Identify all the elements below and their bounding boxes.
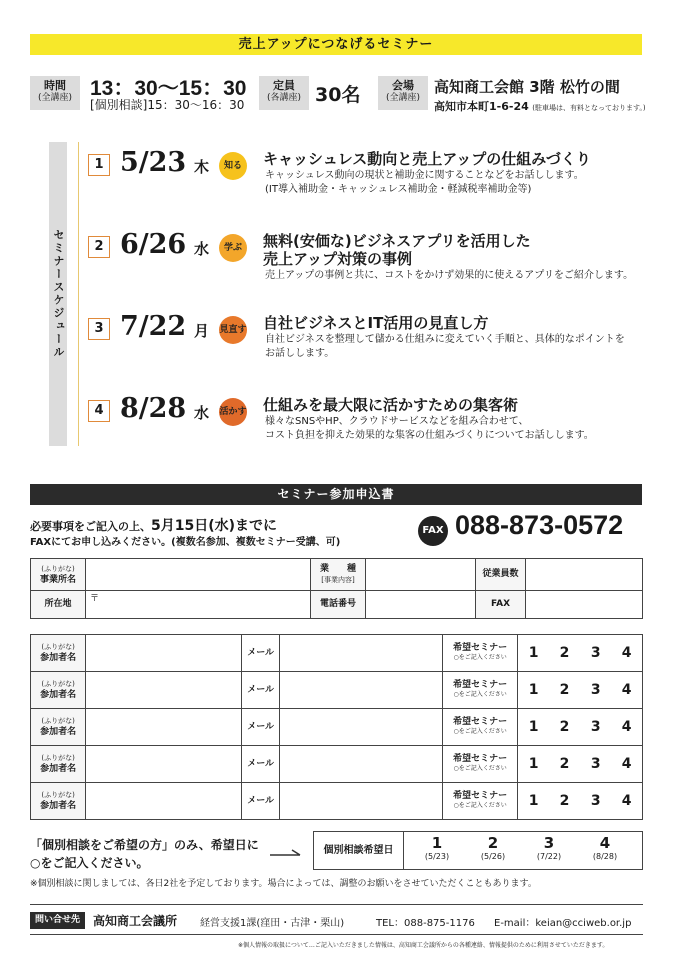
participant-name-label: 参加者名 [40, 764, 77, 774]
consult-option[interactable] [470, 835, 516, 861]
wish-option-4[interactable]: 4 [611, 635, 642, 672]
form-instruction-1 [30, 515, 277, 535]
wish-option-1[interactable]: 1 [518, 746, 549, 783]
wish-label-cell [442, 672, 517, 709]
wish-option-1[interactable]: 1 [518, 783, 549, 820]
consult-option[interactable] [526, 835, 572, 861]
schedule-date: 8/28 [120, 393, 187, 424]
wish-option-3[interactable]: 3 [580, 746, 611, 783]
venue-name: 高知商工会館 3階 松竹の間 [434, 78, 620, 96]
participant-name-field[interactable] [86, 746, 242, 783]
wish-label-cell [442, 746, 517, 783]
consult-option[interactable] [582, 835, 628, 861]
mail-label: メール [247, 758, 275, 769]
footer-email[interactable]: E-mail：keian@cciweb.or.jp [494, 918, 632, 929]
consult-option-number: 2 [487, 834, 499, 852]
participant-name-label-cell [31, 783, 86, 820]
instruction-prefix: 必要事項をご記入の上、 [30, 520, 151, 533]
mail-field[interactable] [280, 672, 443, 709]
wish-label-cell [442, 783, 517, 820]
schedule-weekday: 木 [194, 158, 210, 176]
venue-label: 会場 [392, 79, 414, 92]
consult-option-number: 4 [599, 834, 611, 852]
wish-option-3[interactable]: 3 [580, 709, 611, 746]
phone-field[interactable] [366, 591, 476, 619]
furigana-label: (ふりがな) [41, 791, 75, 799]
schedule-desc: キャッシュレス動向の現状と補助金に関することなどをお話しします。 [265, 170, 584, 181]
wish-label: 希望セミナー [453, 791, 508, 801]
consult-box-label: 個別相談希望日 [314, 832, 404, 869]
address-label: 所在地 [44, 599, 72, 609]
schedule-number: 2 [88, 236, 110, 258]
industry-label-cell [311, 559, 366, 591]
wish-option-1[interactable]: 1 [518, 672, 549, 709]
company-fax-label-cell [476, 591, 526, 619]
consult-option-date: (5/26) [480, 852, 506, 861]
wish-sub-label: ○をご記入ください [453, 691, 507, 698]
wish-option-2[interactable]: 2 [549, 746, 580, 783]
participant-row [31, 635, 643, 672]
phone-label: 電話番号 [319, 599, 356, 609]
mail-label-cell [242, 672, 280, 709]
schedule-title: キャッシュレス動向と売上アップの仕組みづくり [263, 150, 591, 168]
participant-name-label-cell [31, 709, 86, 746]
schedule-desc-line2: (IT導入補助金・キャッシュレス補助金・軽減税率補助金等) [265, 184, 532, 195]
footer-divider-top [30, 904, 643, 905]
phone-label-cell [311, 591, 366, 619]
industry-label: 業 種 [319, 563, 356, 574]
industry-sub-label: [事業内容] [321, 575, 355, 584]
company-fax-field[interactable] [526, 591, 643, 619]
employees-label: 従業員数 [482, 569, 519, 579]
footer-org: 高知商工会議所 [93, 914, 178, 928]
schedule-weekday: 月 [194, 322, 210, 340]
mail-label: メール [247, 647, 275, 658]
schedule-number: 4 [88, 400, 110, 422]
wish-option-3[interactable]: 3 [580, 635, 611, 672]
page-title-banner: 売上アップにつなげるセミナー [30, 34, 642, 55]
wish-label: 希望セミナー [453, 680, 508, 690]
participant-name-label: 参加者名 [40, 727, 77, 737]
furigana-label: (ふりがな) [41, 643, 75, 651]
footer-divider-bottom [30, 934, 643, 935]
postal-mark: 〒 [90, 594, 100, 604]
wish-option-1[interactable]: 1 [518, 635, 549, 672]
wish-option-4[interactable]: 4 [611, 709, 642, 746]
participant-table [30, 634, 643, 820]
time-consult: [個別相談]15：30〜16：30 [90, 98, 245, 112]
mail-label-cell [242, 746, 280, 783]
schedule-weekday: 水 [194, 404, 210, 422]
consult-option-number: 1 [431, 834, 443, 852]
consult-option[interactable] [414, 835, 460, 861]
capacity-label: 定員 [273, 79, 295, 92]
schedule-title: 自社ビジネスとIT活用の見直し方 [263, 314, 489, 332]
wish-option-1[interactable]: 1 [518, 709, 549, 746]
wish-label-cell [442, 635, 517, 672]
schedule-desc: 様々なSNSやHP、クラウドサービスなどを組み合わせて、 [265, 416, 529, 427]
company-name-label-cell [31, 559, 86, 591]
schedule-number: 1 [88, 154, 110, 176]
participant-name-label-cell [31, 635, 86, 672]
schedule-badge: 見直す [219, 316, 247, 344]
consult-instruction-2: ○をご記入ください。 [30, 856, 149, 870]
wish-option-3[interactable]: 3 [580, 672, 611, 709]
participant-name-label: 参加者名 [40, 690, 77, 700]
furigana-label: (ふりがな) [41, 564, 75, 573]
footer-tel: TEL：088-875-1176 [376, 918, 475, 929]
wish-option-4[interactable]: 4 [611, 746, 642, 783]
schedule-date: 6/26 [120, 229, 187, 260]
wish-sub-label: ○をご記入ください [453, 728, 507, 735]
schedule-weekday: 水 [194, 240, 210, 258]
schedule-heading: セミナースケジュール [52, 229, 65, 359]
wish-sub-label: ○をご記入ください [453, 654, 507, 661]
schedule-title: 無料(安価な)ビジネスアプリを活用した [263, 232, 531, 250]
privacy-note: ※個人情報の取扱について…ご記入いただきました情報は、高知商工会議所からの各種連絡、情報提供のために利用させていただきます。 [238, 942, 609, 949]
mail-label-cell [242, 635, 280, 672]
schedule-desc: 自社ビジネスを整理して儲かる仕組みに変えていく手順と、具体的なポイントを [265, 334, 625, 345]
venue-sub-label: (全講座) [385, 93, 421, 103]
participant-name-label-cell [31, 672, 86, 709]
schedule-desc-line2: お話しします。 [265, 348, 335, 359]
wish-option-2[interactable]: 2 [549, 635, 580, 672]
schedule-divider [78, 142, 79, 446]
company-name-field[interactable] [86, 559, 311, 591]
schedule-title: 仕組みを最大限に活かすための集客術 [263, 396, 519, 414]
mail-label: メール [247, 721, 275, 732]
mail-field[interactable] [280, 746, 443, 783]
time-main: 13：30〜15：30 [90, 77, 247, 100]
contact-tag: 問い合せ先 [30, 912, 85, 929]
participant-name-field[interactable] [86, 672, 242, 709]
capacity-sub-label: (各講座) [266, 93, 302, 103]
wish-label: 希望セミナー [453, 643, 508, 653]
mail-field[interactable] [280, 709, 443, 746]
wish-option-2[interactable]: 2 [549, 672, 580, 709]
time-sub-label: (全講座) [37, 93, 73, 103]
participant-name-label: 参加者名 [40, 801, 77, 811]
fax-icon: FAX [418, 516, 448, 546]
wish-option-4[interactable]: 4 [611, 672, 642, 709]
time-label: 時間 [44, 79, 66, 92]
participant-row [31, 783, 643, 820]
mail-label: メール [247, 684, 275, 695]
schedule-badge: 活かす [219, 398, 247, 426]
participant-row [31, 709, 643, 746]
form-instruction-2: FAXにてお申し込みください。(複数名参加、複数セミナー受講、可) [30, 537, 341, 548]
capacity-value: 30名 [315, 84, 361, 106]
schedule-number: 3 [88, 318, 110, 340]
schedule-badge: 学ぶ [219, 234, 247, 262]
wish-label: 希望セミナー [453, 754, 508, 764]
schedule-date: 7/22 [120, 311, 187, 342]
arrow-icon [270, 846, 306, 858]
wish-label: 希望セミナー [453, 717, 508, 727]
venue-note: (駐車場は、有料となっております。) [532, 104, 646, 112]
consult-option-date: (5/23) [424, 852, 450, 861]
consult-instruction-1: 「個別相談をご希望の方」のみ、希望日に [30, 838, 259, 852]
participant-name-label-cell [31, 746, 86, 783]
schedule-date: 5/23 [120, 147, 187, 178]
footer-dept: 経営支援1課(窪田・古津・栗山) [200, 918, 345, 929]
address-field[interactable] [86, 591, 311, 619]
furigana-label: (ふりがな) [41, 754, 75, 762]
schedule-desc: 売上アップの事例と共に、コストをかけず効果的に使えるアプリをご紹介します。 [265, 270, 634, 281]
participant-name-field[interactable] [86, 709, 242, 746]
wish-sub-label: ○をご記入ください [453, 802, 507, 809]
consult-option-number: 3 [543, 834, 555, 852]
furigana-label: (ふりがな) [41, 680, 75, 688]
mail-label: メール [247, 795, 275, 806]
schedule-desc-line2: コスト負担を抑えた効果的な集客の仕組みづくりについてお話しします。 [265, 430, 594, 441]
consult-option-date: (8/28) [592, 852, 618, 861]
mail-label-cell [242, 783, 280, 820]
wish-option-4[interactable]: 4 [611, 783, 642, 820]
wish-option-2[interactable]: 2 [549, 709, 580, 746]
wish-label-cell [442, 709, 517, 746]
venue-address: 高知市本町1-6-24 [434, 100, 529, 113]
industry-field[interactable] [366, 559, 476, 591]
time-label-box [30, 76, 80, 110]
venue-address-line [434, 98, 646, 114]
schedule-badge: 知る [219, 152, 247, 180]
wish-sub-label: ○をご記入ください [453, 765, 507, 772]
capacity-label-box [259, 76, 309, 110]
employees-label-cell [476, 559, 526, 591]
consult-box [313, 831, 643, 870]
participant-row [31, 746, 643, 783]
participant-name-field[interactable] [86, 635, 242, 672]
employees-field[interactable] [526, 559, 643, 591]
participant-name-field[interactable] [86, 783, 242, 820]
company-name-label: 事業所名 [39, 574, 76, 585]
form-title-banner: セミナー参加申込書 [30, 484, 642, 505]
wish-option-2[interactable]: 2 [549, 783, 580, 820]
wish-option-3[interactable]: 3 [580, 783, 611, 820]
address-label-cell [31, 591, 86, 619]
mail-field[interactable] [280, 783, 443, 820]
consult-note: ※個別相談に関しましては、各日2社を予定しております。場合によっては、調整のお願いをさせていただくこともあります。 [30, 879, 537, 889]
mail-label-cell [242, 709, 280, 746]
furigana-label: (ふりがな) [41, 717, 75, 725]
company-table [30, 558, 643, 619]
company-fax-label: FAX [490, 599, 511, 609]
consult-option-date: (7/22) [536, 852, 562, 861]
participant-name-label: 参加者名 [40, 653, 77, 663]
mail-field[interactable] [280, 635, 443, 672]
participant-row [31, 672, 643, 709]
venue-label-box [378, 76, 428, 110]
schedule-title-line2: 売上アップ対策の事例 [263, 250, 412, 268]
fax-number: 088-873-0572 [455, 510, 624, 540]
deadline-date: 5月15日(水)までに [151, 518, 278, 534]
